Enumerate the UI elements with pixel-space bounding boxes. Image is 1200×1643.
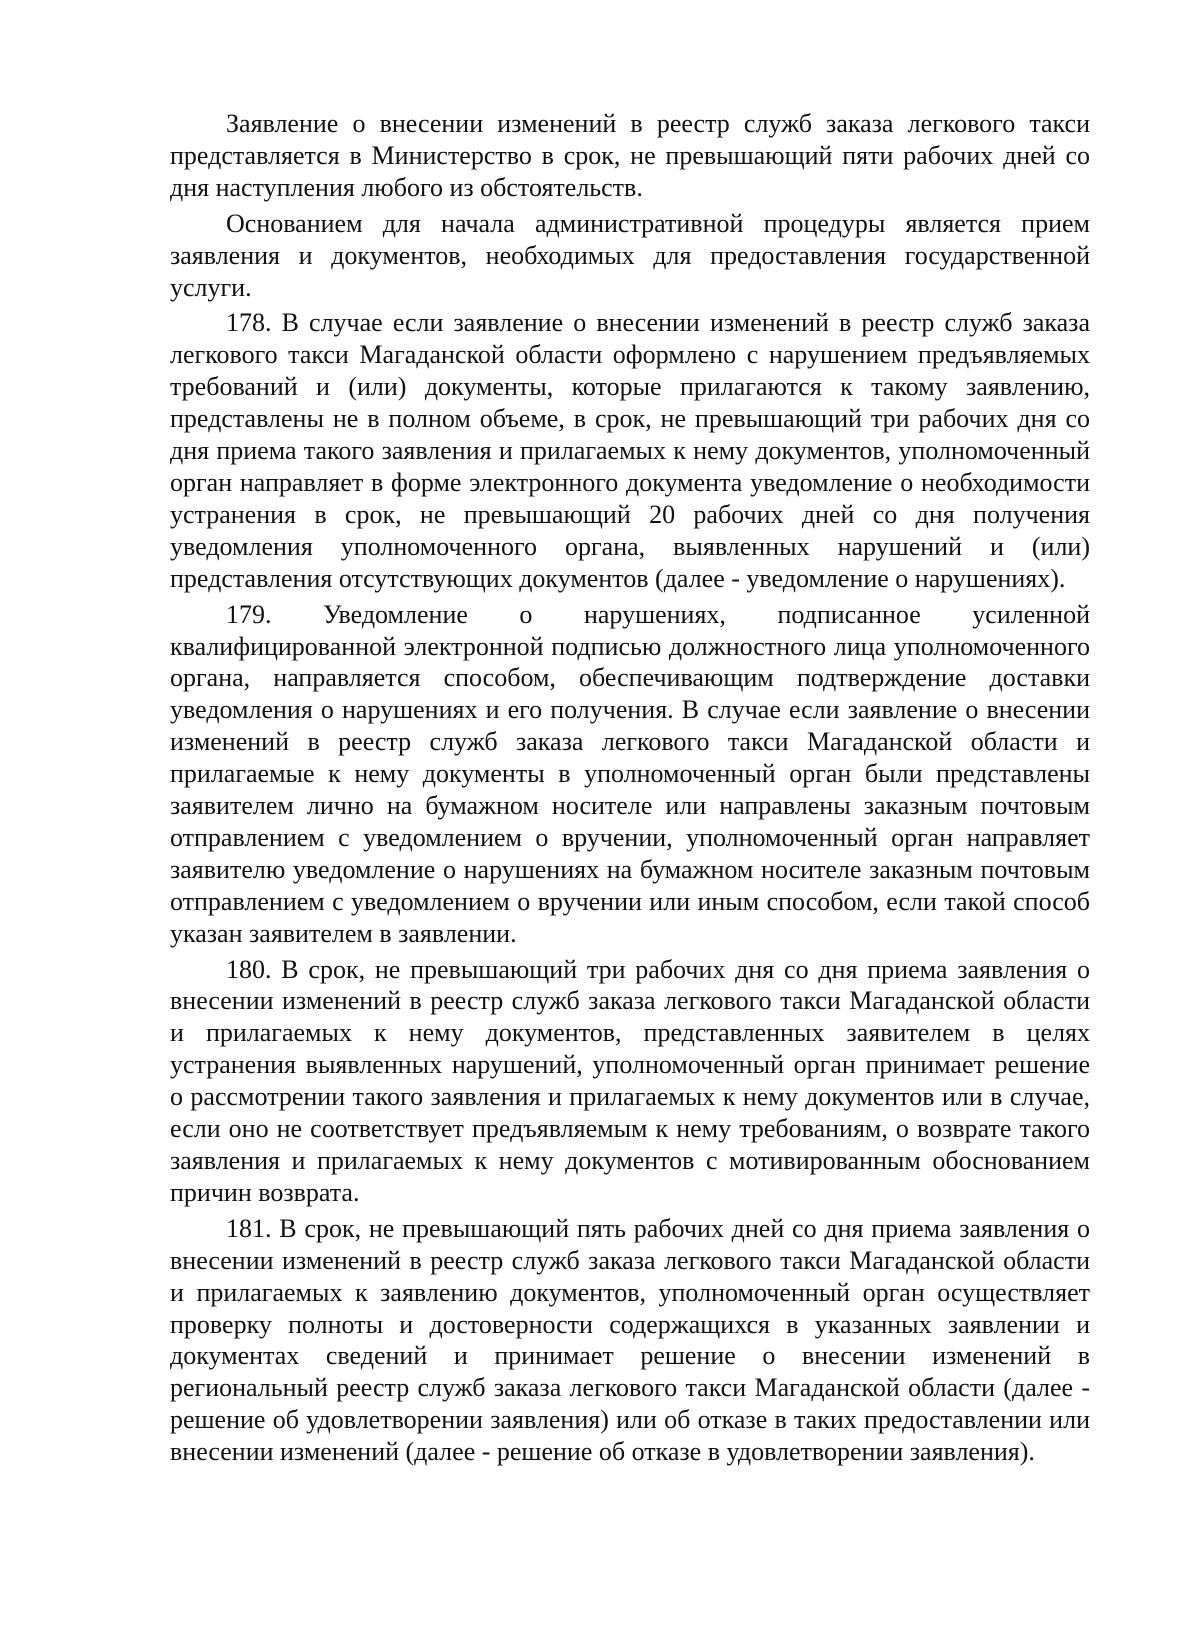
paragraph-179: 179. Уведомление о нарушениях, подписанное усиленной квалифицированной электронной подписью должностного лица уполномоченного органа, направляется способом, обеспечивающим подтверждение доставки уведомления о нарушениях и его получения. В случае если заявление о внесении изменений в реестр служб заказа легкового такси Магаданской области и прилагаемые к нему документы в уполномоченный орган были представлены заявителем лично на бумажном носителе или направлены заказным почтовым отправлением с уведомлением о вручении, уполномоченный орган направляет заявителю уведомление о нарушениях на бумажном носителе заказным почтовым отправлением с уведомлением о вручении или иным способом, если такой способ указан заявителем в заявлении. xyxy=(170,599,1090,948)
document-page xyxy=(170,108,1090,1472)
paragraph-application-deadline: Заявление о внесении изменений в реестр служб заказа легкового такси представляется в Министерство в срок, не превышающий пяти рабочих дней со дня наступления любого из обстоятельств. xyxy=(170,109,1090,202)
paragraph-procedure-basis: Основанием для начала административной процедуры является прием заявления и документов, необходимых для предоставления государственной услуги. xyxy=(170,208,1090,302)
paragraph-180: 180. В срок, не превышающий три рабочих дня со дня приема заявления о внесении изменений в реестр служб заказа легкового такси Магаданской области и прилагаемых к нему документов, представленных заявителем в целях устранения выявленных нарушений, уполномоченный орган принимает решение о рассмотрении такого заявления и прилагаемых к нему документов или в случае, если оно не соответствует предъявляемым к нему требованиям, о возврате такого заявления и прилагаемых к нему документов с мотивированным обоснованием причин возврата. xyxy=(170,954,1090,1207)
paragraph-181: 181. В срок, не превышающий пять рабочих дней со дня приема заявления о внесении изменений в реестр служб заказа легкового такси Магаданской области и прилагаемых к заявлению документов, уполномоченный орган осуществляет проверку полноты и достоверности содержащихся в указанных заявлении и документах сведений и принимает решение о внесении изменений в региональный реестр служб заказа легкового такси Магаданской области (далее - решение об удовлетворении заявления) или об отказе в таких предоставлении или внесении изменений (далее - решение об отказе в удовлетворении заявления). xyxy=(170,1213,1090,1467)
paragraph-178: 178. В случае если заявление о внесении изменений в реестр служб заказа легкового такси Магаданской области оформлено с нарушением предъявляемых требований и (или) документы, которые прилагаются к такому заявлению, представлены не в полном объеме, в срок, не превышающий три рабочих дня со дня приема такого заявления и прилагаемых к нему документов, уполномоченный орган направляет в форме электронного документа уведомление о необходимости устранения в срок, не превышающий 20 рабочих дней со дня получения уведомления уполномоченного органа, выявленных нарушений и (или) представления отсутствующих документов (далее - уведомление о нарушениях). xyxy=(170,308,1090,593)
